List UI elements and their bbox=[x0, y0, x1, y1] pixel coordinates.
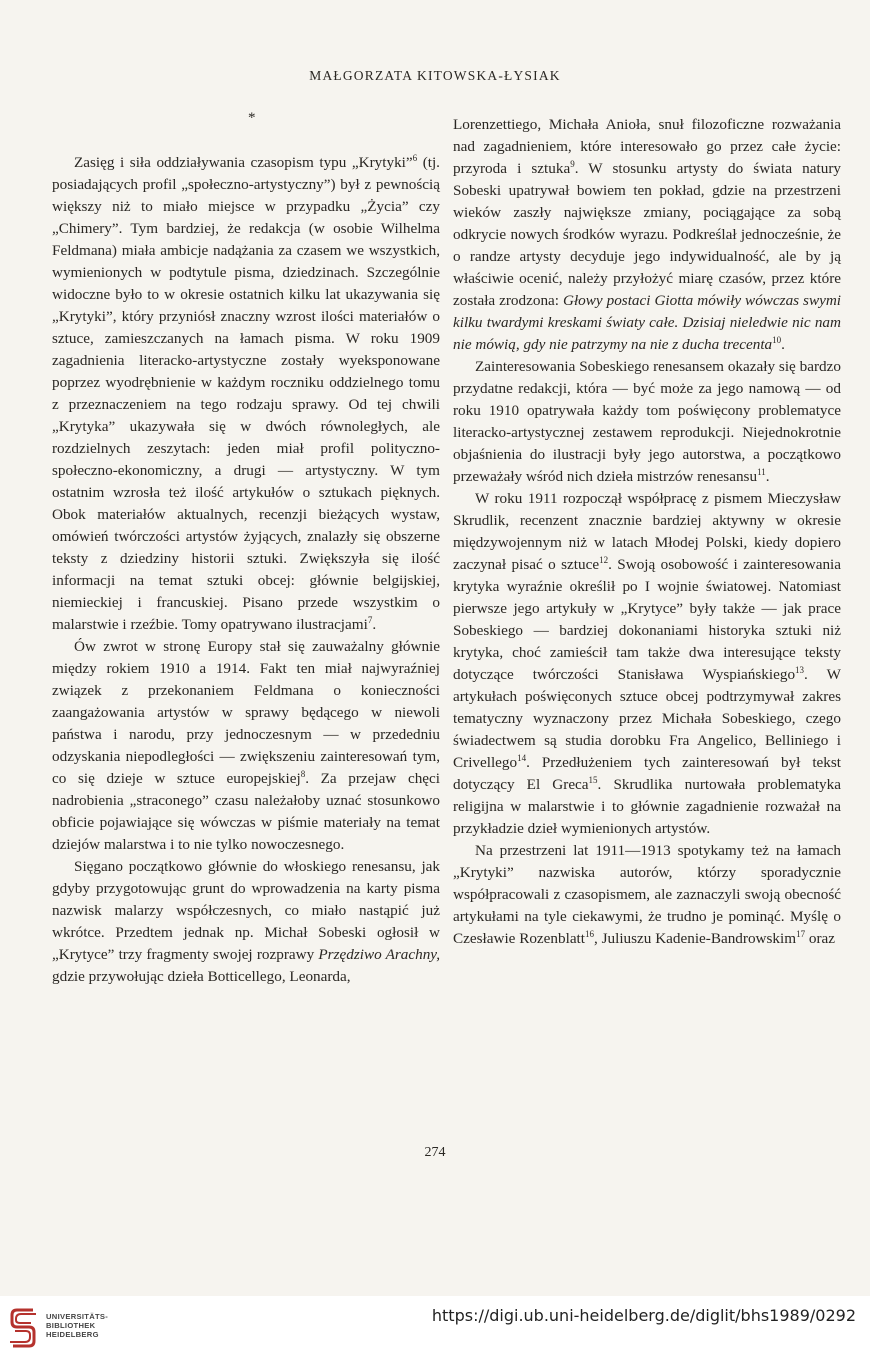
source-url-link[interactable]: https://digi.ub.uni-heidelberg.de/diglit/bhs1989/0292 bbox=[431, 1306, 856, 1325]
paragraph: Ów zwrot w stronę Europy stał się zauważalny głównie między rokiem 1910 a 1914. Fakt ten miał najwyraźniej związek z przekonaniem Feldmana o konieczności zaangażowania artystów w sprawy będącego w niewoli państwa i narodu, przy jednoczesnym — w przededniu odzyskania niepodległości — zwiększeniu zainteresowań tym, co się dzieje w sztuce europejskiej$^8$. Za przejaw chęci nadrobienia „straconego” czasu należałoby uznać stosunkowo obficie pojawiające się wówczas w piśmie materiały na temat dziejów malarstwa i to nie tylko nowoczesnego. bbox=[52, 638, 440, 853]
left-column bbox=[52, 152, 440, 988]
footnote-ref: 13 bbox=[795, 664, 805, 675]
paragraph: Zasięg i siła oddziaływania czasopism typu „Krytyki”$^6$ (tj. posiadających profil „społeczno-artystyczny”) był z pewnością większy niż to miało miejsce w przypadku „Życia” czy „Chimery”. Tym bardziej, że redakcja (w osobie Wilhelma Feldmana) miała ambicje nadążania za czasem we wszystkich, wymienionych w podtytule pisma, dziedzinach. Szczególnie widoczne było to w okresie ostatnich kilku lat ukazywania się „Krytyki”, który przyniósł znaczny wzrost ilości materiałów o sztuce, zamieszczanych na łamach pisma. W roku 1909 zagadnienia literacko-artystyczne zostały wyeksponowane poprzez wyodrębnienie w każdym roczniku oddzielnego tomu z przeznaczeniem na tego rodzaju sprawy. Od tej chwili „Krytyka” ukazywała się w dwóch równoległych, ale rozdzielnych zeszytach: jeden miał profil polityczno-społeczno-ekonomiczny, a drugi — artystyczny. W tym ostatnim wzrosła też ilość artykułów o sztukach pięknych. Obok materiałów aktualnych, recenzji bieżących wystaw, omówień twórczości artystów żyjących, znalazły się obszerne teksty z dziedziny historii sztuki. Zwiększyła się ilość informacji na temat sztuki obcej: głównie belgijskiej, niemieckiej i francuskiej. Pisano przede wszystkim o malarstwie i rzeźbie. Tomy opatrywano ilustracjami$^7$. bbox=[52, 152, 440, 633]
footnote-ref: 15 bbox=[588, 774, 598, 785]
footnote-ref: 10 bbox=[772, 334, 782, 345]
paragraph: Zainteresowania Sobeskiego renesansem okazały się bardzo przydatne redakcji, która — być może za jego namową — od roku 1910 opatrywała każdy tom poświęcony problematyce literacko-artystycznej zestawem reprodukcji. Niejednokrotnie objaśnienia do ilustracji były jego autorstwa, a początkowo przeważały wśród nich dzieła mistrzów renesansu$^{11}$. bbox=[453, 358, 841, 485]
footnote-ref: 17 bbox=[796, 928, 806, 939]
running-header: MAŁGORZATA KITOWSKA-ŁYSIAK bbox=[309, 68, 561, 83]
footnote-ref: 16 bbox=[585, 928, 595, 939]
footnote-ref: 8 bbox=[300, 768, 306, 779]
footnote-ref: 7 bbox=[367, 614, 373, 625]
paragraph: Sięgano początkowo głównie do włoskiego renesansu, jak gdyby przygotowując grunt do wprowadzenia na karty pisma nazwisk malarzy współczesnych, co miało nastąpić już wkrótce. Przedtem jednak np. Michał Sobeski ogłosił w „Krytyce” trzy fragmenty swojej rozprawy Przędziwo Arachny, gdzie przywołując dzieła Botticellego, Leonarda, bbox=[52, 858, 441, 985]
paragraph: W roku 1911 rozpoczął współpracę z pismem Mieczysław Skrudlik, recenzent znacznie bardziej aktywny w okresie międzywojennym niż w latach Młodej Polski, kiedy dopiero zaczynał pisać o sztuce$^{12}$. Swoją osobowość i zainteresowania krytyka wyraźnie określił po I wojnie światowej. Natomiast pierwsze jego artykuły w „Krytyce” były także — jak prace Sobeskiego — bardziej dokonaniami historyka sztuki niż krytyka, choć zamieścił tam także dwa interesujące teksty dotyczące twórczości Stanisława Wyspiańskiego$^{13}$. W artykułach poświęconych sztuce obcej podtrzymywał zakres tematyczny wyznaczony przez Michała Sobeskiego, czego świadectwem są studia dorobku Fra Angelico, Belliniego i Crivellego$^{14}$. Przedłużeniem tych zainteresowań był tekst dotyczący El Greca$^{15}$. Skrudlika nurtowała problematyka religijna w malarstwie i to głównie zagadnienie rozważał na przykładzie dzieł wymienionych artystów. bbox=[453, 490, 842, 837]
right-column bbox=[453, 114, 841, 950]
footnote-ref: 9 bbox=[570, 158, 575, 169]
paragraph: Na przestrzeni lat 1911—1913 spotykamy też na łamach „Krytyki” nazwiska autorów, którzy sporadycznie współpracowali z czasopismem, ale zaznaczyli swoją obecność artykułami na tyle ciekawymi, że trudno je pominąć. Myślę o Czesławie Rozenblatt$^{16}$, Juliuszu Kadenie-Bandrowskim$^{17}$ oraz bbox=[453, 842, 841, 947]
footnote-ref: 11 bbox=[757, 466, 766, 477]
footnote-ref: 6 bbox=[412, 152, 418, 163]
page-number: 274 bbox=[424, 1145, 446, 1160]
footer-bar bbox=[0, 1296, 870, 1360]
footnote-ref: 12 bbox=[599, 554, 609, 565]
library-name: UNIVERSITÄTS- BIBLIOTHEK HEIDELBERG bbox=[46, 1312, 109, 1339]
footnote-ref: 14 bbox=[517, 752, 527, 763]
library-logo-icon[interactable] bbox=[9, 1308, 39, 1348]
paragraph: Lorenzettiego, Michała Anioła, snuł filozoficzne rozważania nad zagadnieniem, które interesowało go przez całe życie: przyroda i sztuka$^9$. W stosunku artysty do świata natury Sobeski upatrywał bowiem ten pokład, gdzie na przestrzeni wieków zaszły największe zmiany, pociągające za sobą odkrycie nowych środków wyrazu. Podkreślał jednocześnie, że o randze artysty decyduje jego indywidualność, ale by ją właściwie ocenić, należy przyłożyć miarę czasów, przez które została zrodzona: Głowy postaci Giotta mówiły wówczas swymi kilku twardymi kreskami światy całe. Dzisiaj nieledwie nic nam nie mówią, gdy nie patrzymy na nie z ducha trecenta$^{10}$. bbox=[453, 116, 842, 353]
quotation: Głowy postaci Giotta mówiły wówczas swymi kilku twardymi kreskami światy całe. Dzisiaj nieledwie nic nam nie mówią, gdy nie patrzymy na nie z ducha trecenta bbox=[453, 292, 842, 353]
section-mark: * bbox=[248, 110, 256, 126]
